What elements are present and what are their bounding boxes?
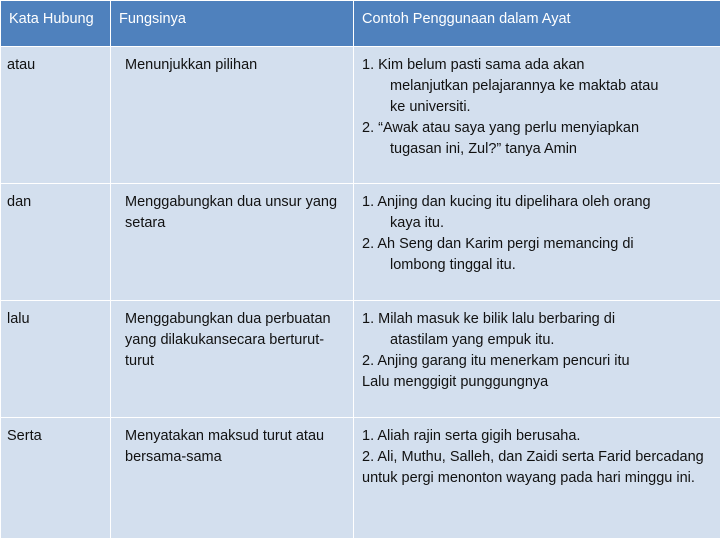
example-line: 2. Ali, Muthu, Salleh, dan Zaidi serta Farid bercadang untuk pergi menonton wayang pada hari minggu ini. <box>362 449 704 486</box>
cell-fungsi: Menggabungkan dua perbuatan yang dilakukansecara berturut-turut <box>111 301 354 418</box>
table-row <box>1 418 720 539</box>
example-line: 2. Anjing garang itu menerkam pencuri itu <box>362 353 630 369</box>
cell-contoh <box>354 418 720 539</box>
cell-fungsi: Menyatakan maksud turut atau bersama-sama <box>111 418 354 539</box>
example-continuation: lombong tinggal itu. <box>390 257 516 273</box>
example-continuation: melanjutkan pelajarannya ke maktab atau <box>390 78 659 94</box>
table-row <box>1 184 720 301</box>
cell-contoh <box>354 301 720 418</box>
cell-contoh <box>354 184 720 301</box>
table-row <box>1 47 720 184</box>
header-fungsinya: Fungsinya <box>111 1 354 47</box>
cell-fungsi: Menggabungkan dua unsur yang setara <box>111 184 354 301</box>
example-line: 1. Anjing dan kucing itu dipelihara oleh orang <box>362 194 651 210</box>
cell-contoh <box>354 47 720 184</box>
table-row <box>1 301 720 418</box>
example-line: 1. Kim belum pasti sama ada akan <box>362 57 585 73</box>
cell-kata: atau <box>1 47 111 184</box>
cell-kata: lalu <box>1 301 111 418</box>
example-line: 1. Aliah rajin serta gigih berusaha. <box>362 428 581 444</box>
example-line: Lalu menggigit punggungnya <box>362 374 549 390</box>
example-line: 1. Milah masuk ke bilik lalu berbaring di <box>362 311 616 327</box>
example-line: 2. Ah Seng dan Karim pergi memancing di <box>362 236 634 252</box>
example-continuation: kaya itu. <box>390 215 444 231</box>
example-continuation: tugasan ini, Zul?” tanya Amin <box>390 141 577 157</box>
cell-kata: Serta <box>1 418 111 539</box>
cell-fungsi: Menunjukkan pilihan <box>111 47 354 184</box>
example-continuation: ke universiti. <box>390 99 471 115</box>
example-continuation: atastilam yang empuk itu. <box>390 332 555 348</box>
header-kata-hubung: Kata Hubung <box>1 1 111 47</box>
example-line: 2. “Awak atau saya yang perlu menyiapkan <box>362 120 640 136</box>
table-header-row <box>1 1 720 47</box>
header-contoh: Contoh Penggunaan dalam Ayat <box>354 1 720 47</box>
cell-kata: dan <box>1 184 111 301</box>
